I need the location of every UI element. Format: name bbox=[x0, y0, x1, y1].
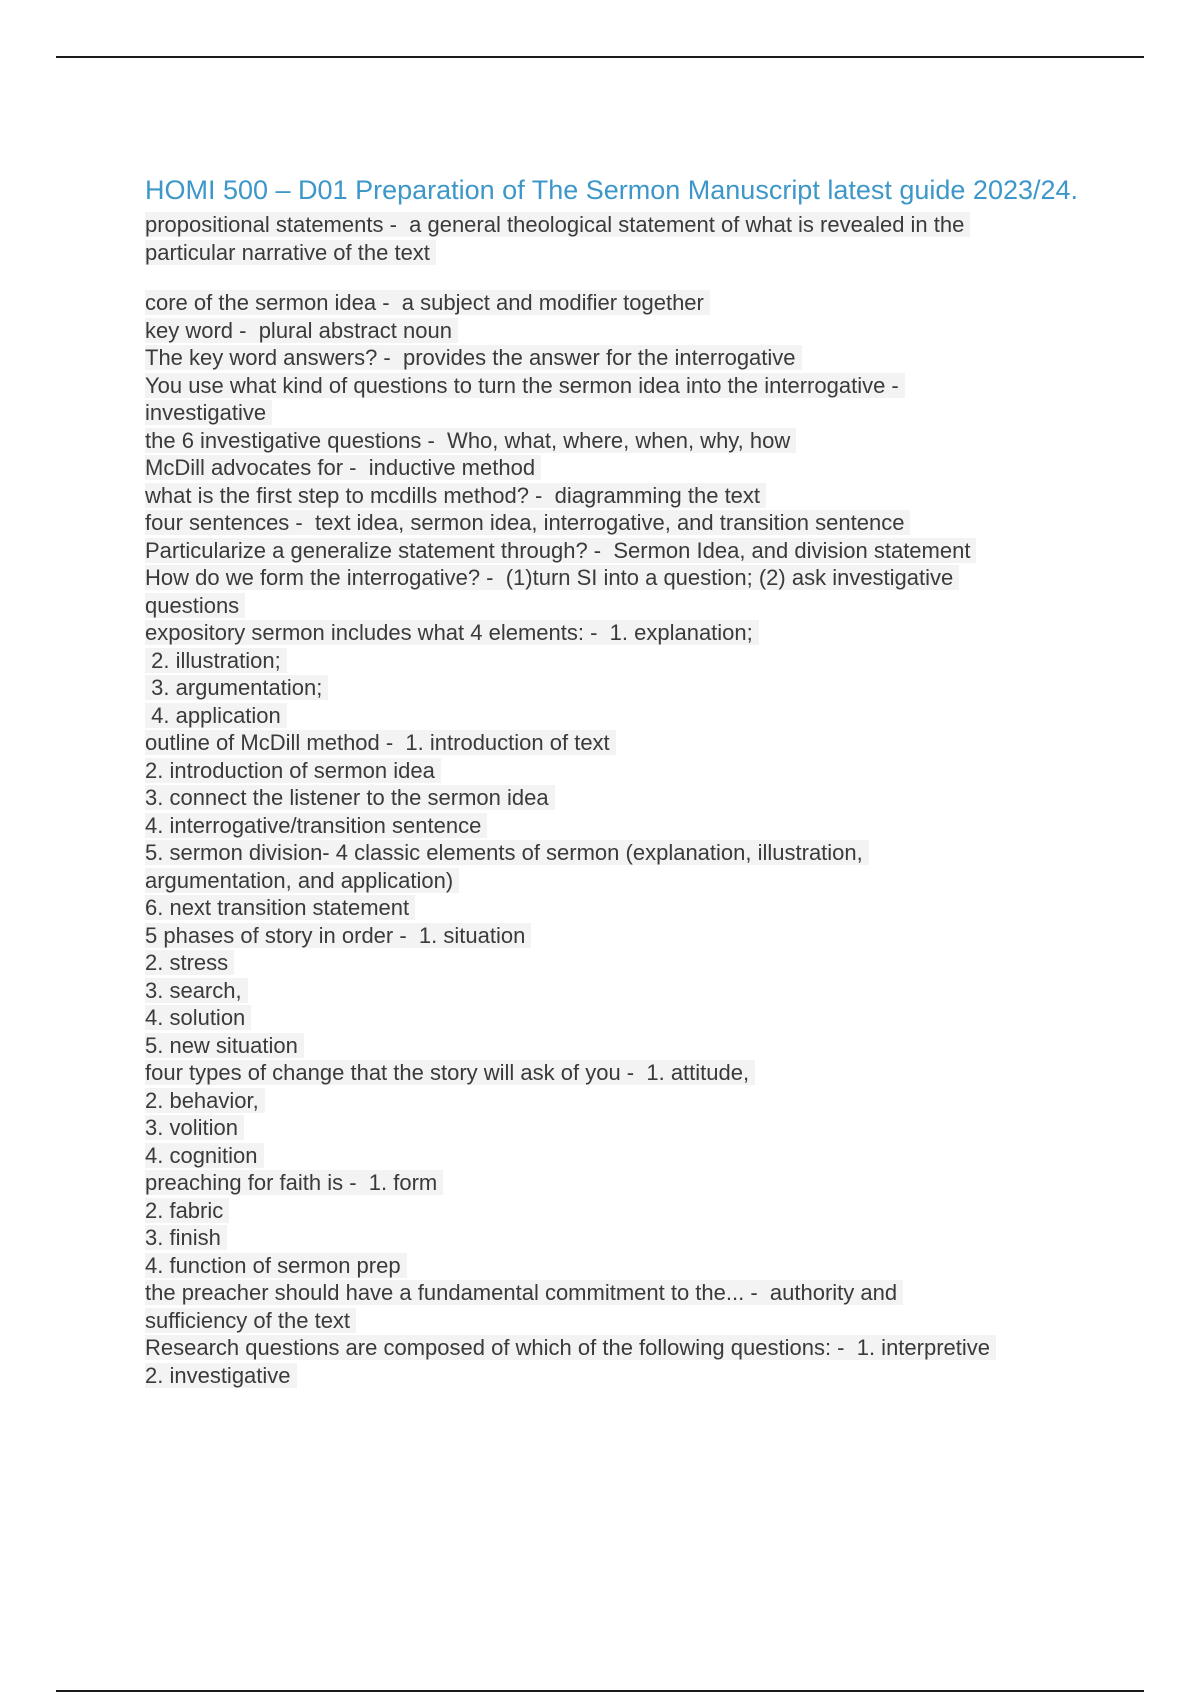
text-line: four sentences - text idea, sermon idea, interrogative, and transition sentence bbox=[145, 510, 910, 535]
text-line: 3. finish bbox=[145, 1225, 227, 1250]
text-line: questions bbox=[145, 593, 245, 618]
text-line: 5 phases of story in order - 1. situation bbox=[145, 923, 531, 948]
text-line: 6. next transition statement bbox=[145, 895, 415, 920]
text-line: what is the first step to mcdills method? - diagramming the text bbox=[145, 483, 766, 508]
text-line: 5. sermon division- 4 classic elements of sermon (explanation, illustration, bbox=[145, 840, 869, 865]
text-line: the preacher should have a fundamental commitment to the... - authority and bbox=[145, 1280, 903, 1305]
text-line: Particularize a generalize statement through? - Sermon Idea, and division statement bbox=[145, 538, 976, 563]
text-line: 2. stress bbox=[145, 950, 234, 975]
text-line: 2. introduction of sermon idea bbox=[145, 758, 441, 783]
top-rule bbox=[56, 56, 1144, 58]
text-line: 2. fabric bbox=[145, 1198, 229, 1223]
text-line: sufficiency of the text bbox=[145, 1308, 356, 1333]
text-line: 4. solution bbox=[145, 1005, 251, 1030]
text-line: 3. connect the listener to the sermon idea bbox=[145, 785, 555, 810]
text-line: four types of change that the story will ask of you - 1. attitude, bbox=[145, 1060, 755, 1085]
text-line: propositional statements - a general theological statement of what is revealed in the bbox=[145, 212, 970, 237]
text-line: investigative bbox=[145, 400, 272, 425]
text-line: 5. new situation bbox=[145, 1033, 304, 1058]
bottom-rule bbox=[56, 1690, 1144, 1692]
text-line: 3. volition bbox=[145, 1115, 244, 1140]
text-line: Research questions are composed of which of the following questions: - 1. interpretive bbox=[145, 1335, 996, 1360]
text-line: You use what kind of questions to turn the sermon idea into the interrogative - bbox=[145, 373, 905, 398]
document-body bbox=[145, 174, 1080, 1389]
document-title: HOMI 500 – D01 Preparation of The Sermon Manuscript latest guide 2023/24. bbox=[145, 175, 1079, 205]
text-line: The key word answers? - provides the answer for the interrogative bbox=[145, 345, 802, 370]
text-line: preaching for faith is - 1. form bbox=[145, 1170, 443, 1195]
text-line: key word - plural abstract noun bbox=[145, 318, 458, 343]
text-line: 4. interrogative/transition sentence bbox=[145, 813, 487, 838]
text-line: the 6 investigative questions - Who, what, where, when, why, how bbox=[145, 428, 796, 453]
text-line: McDill advocates for - inductive method bbox=[145, 455, 541, 480]
paragraph-gap bbox=[145, 267, 1080, 289]
text-line: expository sermon includes what 4 elements: - 1. explanation; bbox=[145, 620, 759, 645]
text-line: core of the sermon idea - a subject and modifier together bbox=[145, 290, 710, 315]
paragraph-propositional bbox=[145, 211, 1080, 267]
text-line: 2. investigative bbox=[145, 1363, 297, 1388]
text-line: 3. search, bbox=[145, 978, 248, 1003]
text-line: 4. function of sermon prep bbox=[145, 1253, 407, 1278]
text-line: 3. argumentation; bbox=[145, 675, 328, 700]
text-line: 4. application bbox=[145, 703, 287, 728]
text-line: particular narrative of the text bbox=[145, 240, 436, 265]
text-line: argumentation, and application) bbox=[145, 868, 459, 893]
text-line: 2. illustration; bbox=[145, 648, 287, 673]
text-line: How do we form the interrogative? - (1)turn SI into a question; (2) ask investigative bbox=[145, 565, 959, 590]
text-line: outline of McDill method - 1. introduction of text bbox=[145, 730, 616, 755]
text-line: 4. cognition bbox=[145, 1143, 264, 1168]
qa-list bbox=[145, 289, 1080, 1389]
text-line: 2. behavior, bbox=[145, 1088, 265, 1113]
